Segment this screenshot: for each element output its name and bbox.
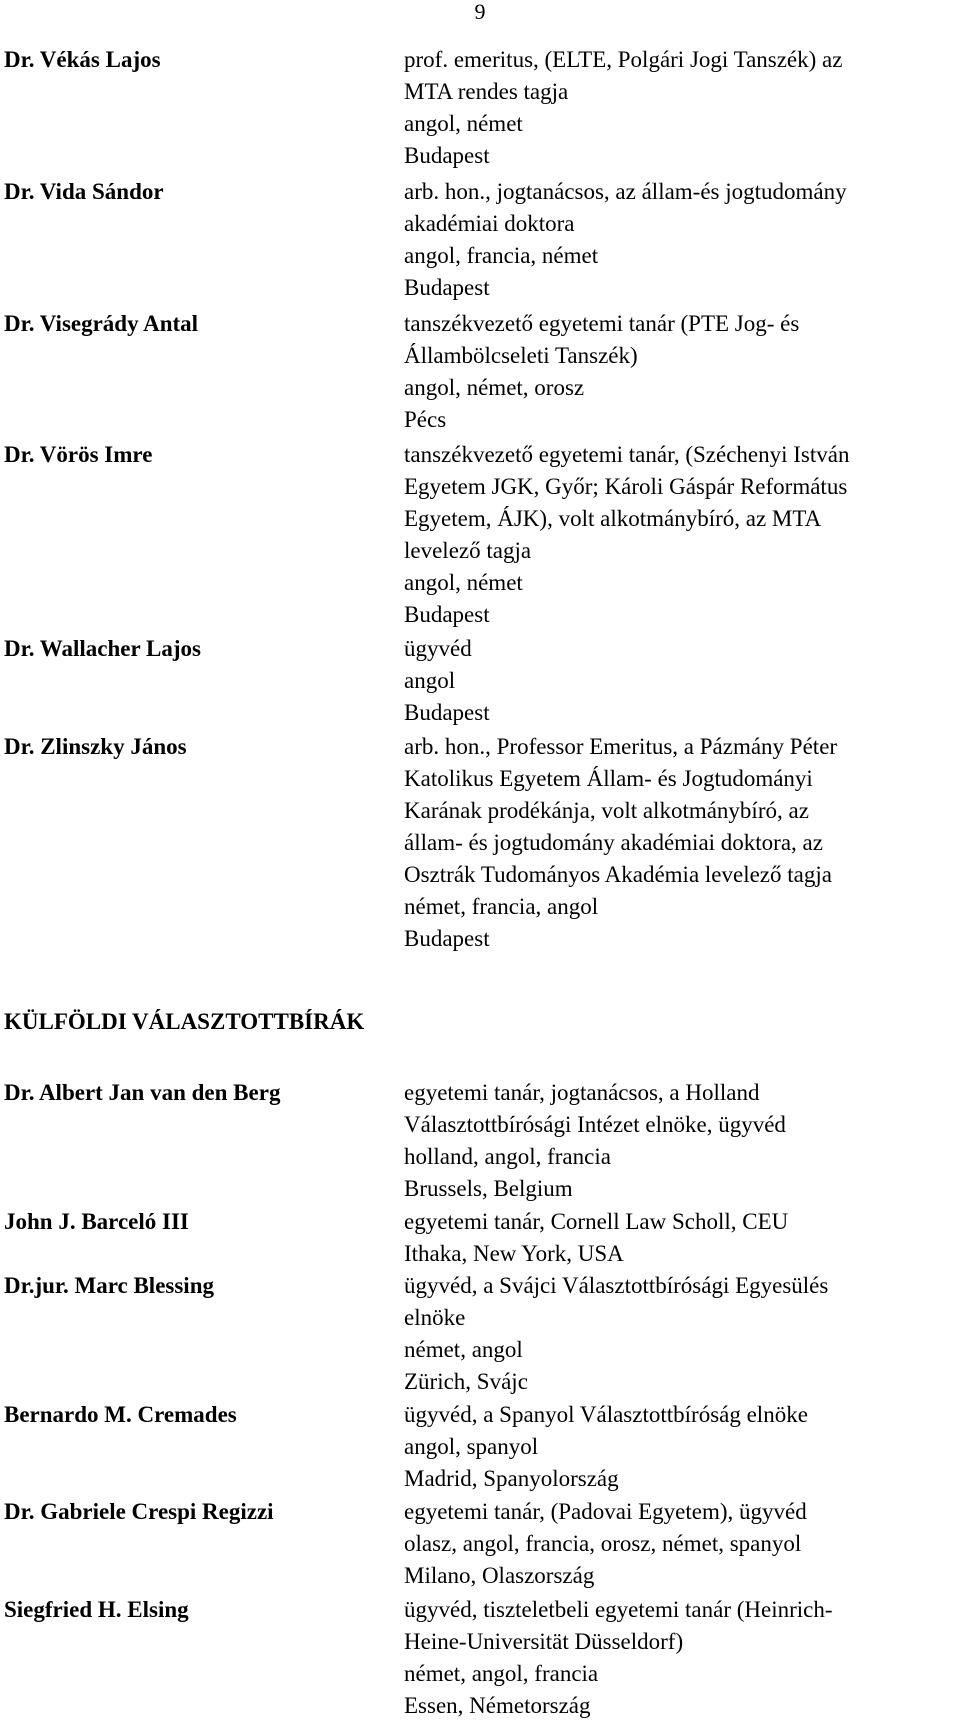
detail-line: Állambölcseleti Tanszék) <box>404 343 638 368</box>
arbitrator-details <box>404 731 959 955</box>
detail-line: Brussels, Belgium <box>404 1176 573 1201</box>
detail-line: elnöke <box>404 1305 466 1330</box>
arbitrator-details <box>404 439 959 631</box>
arbitrator-details <box>404 176 959 304</box>
detail-line: ügyvéd, a Spanyol Választottbíróság elnöke <box>404 1402 808 1427</box>
detail-line: Választottbírósági Intézet elnöke, ügyvéd <box>404 1112 786 1137</box>
detail-line: egyetemi tanár, jogtanácsos, a Holland <box>404 1080 760 1105</box>
detail-line: ügyvéd, a Svájci Választottbírósági Egyesülés <box>404 1273 829 1298</box>
detail-line: angol, spanyol <box>404 1434 539 1459</box>
arbitrator-details <box>404 633 959 729</box>
arbitrator-name: Dr. Vörös Imre <box>4 442 153 467</box>
detail-line: Heine-Universität Düsseldorf) <box>404 1629 684 1654</box>
detail-line: Karának prodékánja, volt alkotmánybíró, az <box>404 798 809 823</box>
arbitrator-details <box>404 1077 959 1205</box>
detail-line: Egyetem JGK, Győr; Károli Gáspár Református <box>404 474 848 499</box>
detail-line: arb. hon., Professor Emeritus, a Pázmány Péter <box>404 734 838 759</box>
detail-line: holland, angol, francia <box>404 1144 611 1169</box>
detail-line: Osztrák Tudományos Akadémia levelező tagja <box>404 862 832 887</box>
arbitrator-name: Dr. Zlinszky János <box>4 734 187 759</box>
arbitrator-name: Dr. Wallacher Lajos <box>4 636 202 661</box>
detail-line: egyetemi tanár, (Padovai Egyetem), ügyvéd <box>404 1499 807 1524</box>
detail-line: Madrid, Spanyolország <box>404 1466 619 1491</box>
detail-line: Budapest <box>404 143 490 168</box>
detail-line: angol <box>404 668 456 693</box>
detail-line: német, angol <box>404 1337 523 1362</box>
detail-line: angol, francia, német <box>404 243 599 268</box>
detail-line: Pécs <box>404 407 447 432</box>
detail-line: olasz, angol, francia, orosz, német, spanyol <box>404 1531 802 1556</box>
detail-line: Zürich, Svájc <box>404 1369 528 1394</box>
detail-line: Egyetem, ÁJK), volt alkotmánybíró, az MTA <box>404 506 822 531</box>
arbitrator-name: John J. Barceló III <box>4 1209 189 1234</box>
arbitrator-details <box>404 1206 959 1270</box>
arbitrator-details <box>404 44 959 172</box>
detail-line: német, francia, angol <box>404 894 599 919</box>
arbitrator-details <box>404 1399 959 1495</box>
detail-line: Katolikus Egyetem Állam- és Jogtudományi <box>404 766 813 791</box>
arbitrator-name: Dr. Vékás Lajos <box>4 47 161 72</box>
detail-line: tanszékvezető egyetemi tanár, (Széchenyi István <box>404 442 850 467</box>
arbitrator-details <box>404 1594 959 1722</box>
detail-line: arb. hon., jogtanácsos, az állam-és jogtudomány <box>404 179 847 204</box>
detail-line: Essen, Németország <box>404 1693 591 1718</box>
detail-line: ügyvéd <box>404 636 472 661</box>
arbitrator-name: Dr. Vida Sándor <box>4 179 164 204</box>
arbitrator-details <box>404 308 959 436</box>
detail-line: Budapest <box>404 602 490 627</box>
detail-line: angol, német <box>404 570 523 595</box>
detail-line: német, angol, francia <box>404 1661 599 1686</box>
detail-line: állam- és jogtudomány akadémiai doktora, az <box>404 830 823 855</box>
arbitrator-name: Siegfried H. Elsing <box>4 1597 189 1622</box>
arbitrator-name: Dr. Gabriele Crespi Regizzi <box>4 1499 274 1524</box>
arbitrator-details <box>404 1496 959 1592</box>
arbitrator-details <box>404 1270 959 1398</box>
section-heading: KÜLFÖLDI VÁLASZTOTTBÍRÁK <box>4 1009 365 1034</box>
detail-line: MTA rendes tagja <box>404 79 569 104</box>
detail-line: ügyvéd, tiszteletbeli egyetemi tanár (Heinrich- <box>404 1597 833 1622</box>
detail-line: angol, német <box>404 111 523 136</box>
detail-line: Ithaka, New York, USA <box>404 1241 624 1266</box>
arbitrator-name: Dr. Visegrády Antal <box>4 311 199 336</box>
page-number: 9 <box>474 0 486 24</box>
detail-line: Budapest <box>404 275 490 300</box>
detail-line: levelező tagja <box>404 538 532 563</box>
detail-line: angol, német, orosz <box>404 375 585 400</box>
detail-line: Budapest <box>404 700 490 725</box>
detail-line: egyetemi tanár, Cornell Law Scholl, CEU <box>404 1209 789 1234</box>
detail-line: tanszékvezető egyetemi tanár (PTE Jog- és <box>404 311 800 336</box>
arbitrator-name: Dr. Albert Jan van den Berg <box>4 1080 281 1105</box>
arbitrator-name: Dr.jur. Marc Blessing <box>4 1273 214 1298</box>
arbitrator-name: Bernardo M. Cremades <box>4 1402 237 1427</box>
detail-line: prof. emeritus, (ELTE, Polgári Jogi Tanszék) az <box>404 47 843 72</box>
detail-line: Milano, Olaszország <box>404 1563 595 1588</box>
detail-line: Budapest <box>404 926 490 951</box>
detail-line: akadémiai doktora <box>404 211 575 236</box>
